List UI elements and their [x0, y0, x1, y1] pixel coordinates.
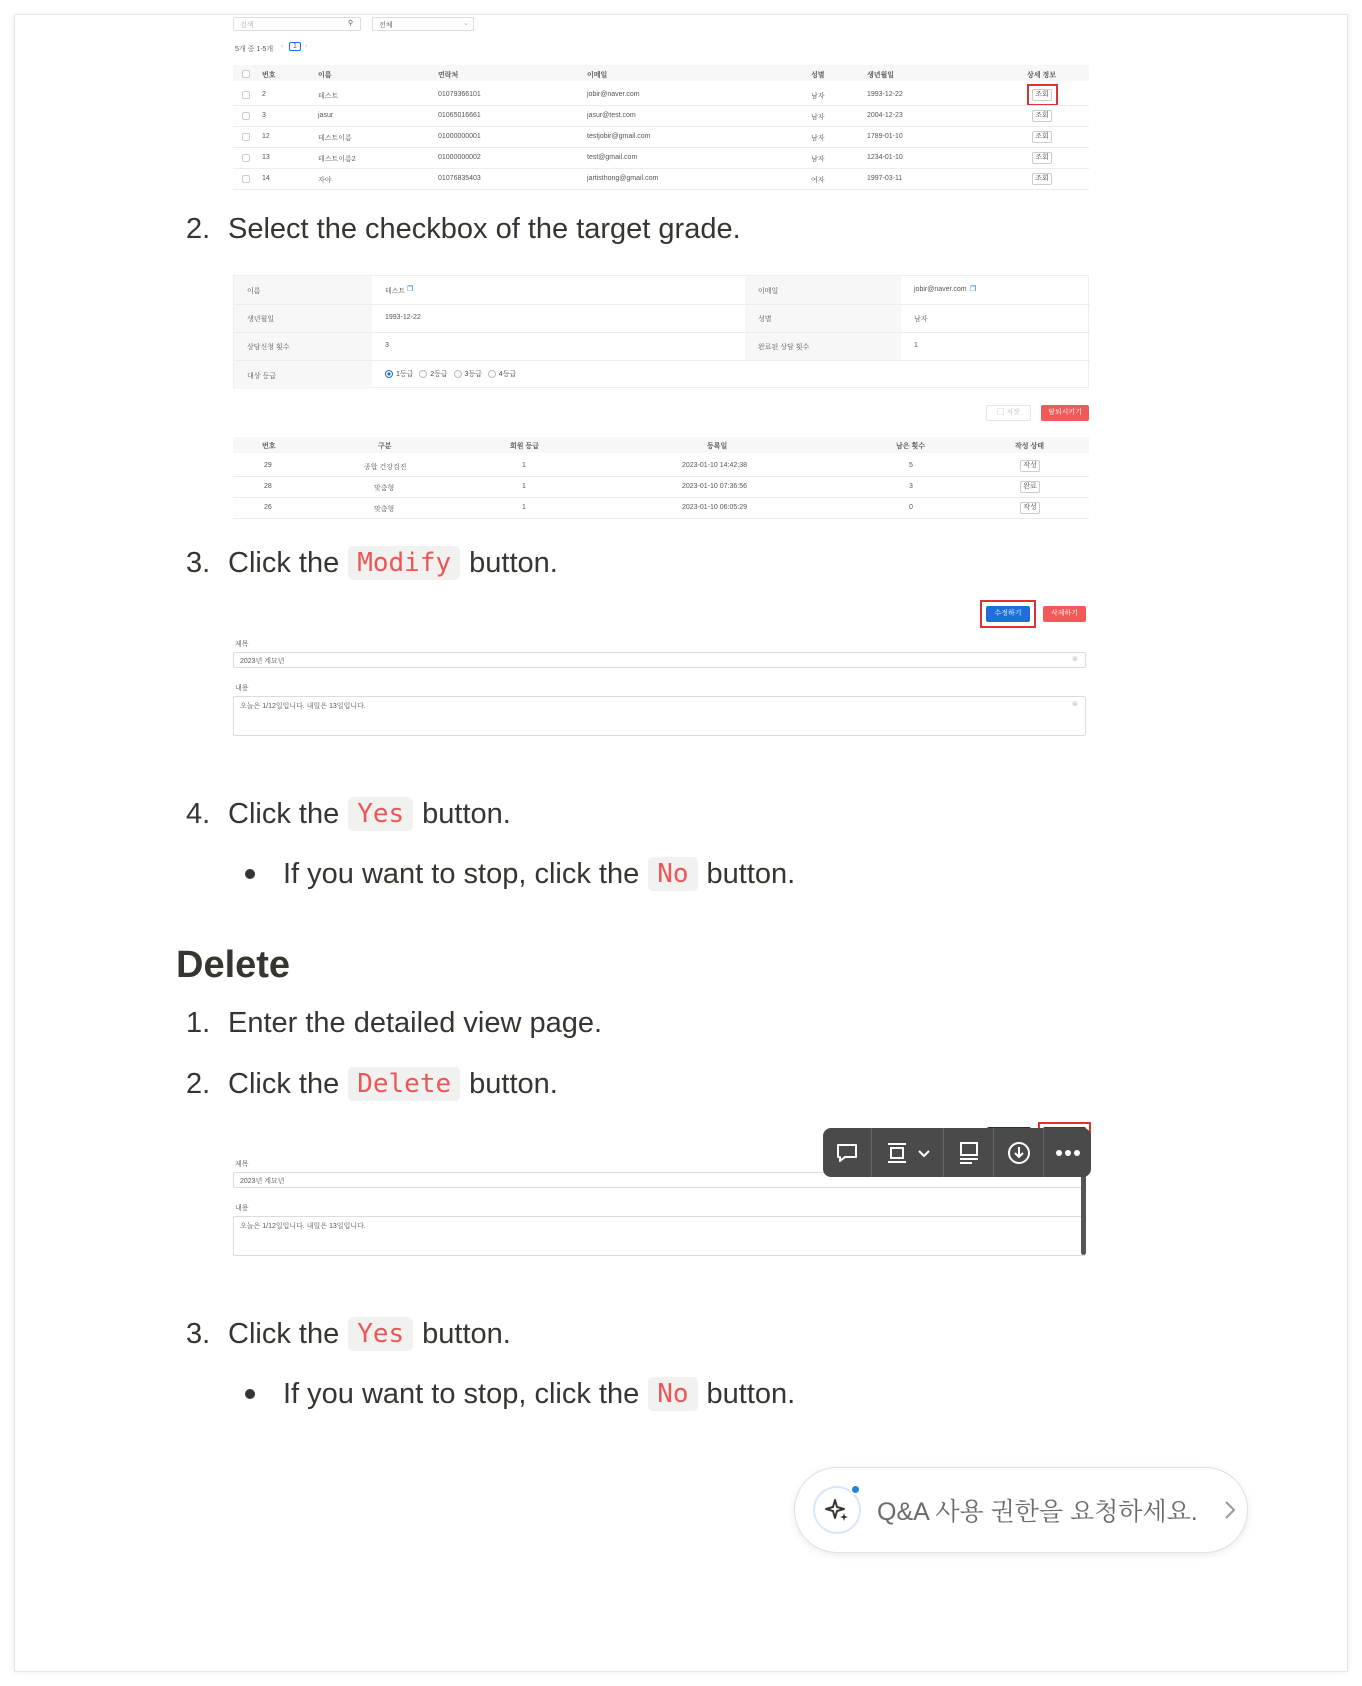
step-4: 4. Click the Yes button.: [186, 797, 511, 830]
chevron-right-icon: [1222, 1498, 1238, 1522]
table-header: [233, 65, 1089, 81]
copy-icon[interactable]: ❐: [407, 286, 414, 293]
sparkle-icon: [813, 1486, 861, 1534]
status-badge[interactable]: 작성: [1020, 502, 1040, 514]
grade-radio-1[interactable]: 1등급: [385, 371, 413, 378]
more-icon: [1054, 1148, 1082, 1158]
document-page: 검색 ⚲ 전체 ⌄ 5개 중 1-5개 ‹ 1 › 번호 이름 연락처 이메일 성별 생년월일 상세 정보 2 테스트 01079366101 jobir@naver.com 남자 1993-12-22 조회 3 jasur 01065016661 jasur@test.com 남자 2004-12-23 조회 12 테스트이름 01000000001 testjobir@gmail.com 남자 1789-01-10 조회 13 테스트이름2 01000000002 test@gmail.com 남자 1234-01-10 조회 14 자야 01076835403 jartisthong@gmail.com 여자 1997-03-11 조회 2. Select the checkbox of the target grade. 이름 테스트 ❐ 이메일 jobir@naver.com ❐ 생년월일 1993-12-22 성별 남자 상담신청 횟수 3 완료된 상담 횟수 1 대상 등급 1등급 2등급 3등급 4등급 ▢ 저장 탈퇴시키기 번호 구분 회원 등급 등록일 남은 횟수 작성 상태 29 종합 건강검진 1 2023-01-10 14:42:38 5 작성 28 맞춤형 1 2023-01-10 07:36:56 3 완료 26 맞춤형 1 2023-01-10 06:05:29 0 작성 3. Click the Modify button. 수정하기 삭제하기 제목 2023년 계묘년 ⊗ 내용 오늘은 1/12일입니다. 내일은 13일입니다. ⊗ 4. Click the Yes button. If you want to stop, click the No button. Delete 1. Enter the detailed view page. 2. Click the Delete button. 제목 2023년 계묘년 내용 오늘은 1/12일입니다. 내일은 13일입니다. 3. Click the Yes button. If you want to stop, click the No button. Q&A 사용 권한을 요청하세요.: [14, 14, 1348, 1672]
history-header: [233, 437, 1089, 453]
view-button[interactable]: 조회: [1032, 173, 1052, 185]
clear-icon[interactable]: ⊗: [1072, 656, 1078, 663]
save-button[interactable]: ▢ 저장: [986, 405, 1031, 421]
row-checkbox[interactable]: [242, 112, 250, 120]
title-field[interactable]: 2023년 계묘년 ⊗: [233, 652, 1086, 668]
step-4-note: If you want to stop, click the No button.: [245, 857, 795, 891]
status-badge[interactable]: 완료: [1020, 481, 1040, 493]
delete-step-2: 2. Click the Delete button.: [186, 1067, 558, 1100]
grade-radio-3[interactable]: 3등급: [454, 371, 482, 378]
prev-page-icon[interactable]: ‹: [281, 43, 284, 50]
grade-radio-2[interactable]: 2등급: [419, 371, 447, 378]
caption-button[interactable]: [944, 1128, 994, 1177]
result-count: 5개 중 1-5개: [235, 46, 274, 53]
scrollbar[interactable]: [1081, 1171, 1086, 1255]
inline-code: Delete: [348, 1067, 460, 1101]
step-3: 3. Click the Modify button.: [186, 546, 558, 579]
member-detail-screenshot: 이름 테스트 ❐ 이메일 jobir@naver.com ❐ 생년월일 1993-12-22 성별 남자 상담신청 횟수 3 완료된 상담 횟수 1 대상 등급 1등급 2등급 3등급 4등급: [233, 275, 1089, 388]
search-input[interactable]: 검색 ⚲: [233, 17, 361, 31]
search-icon: ⚲: [348, 20, 354, 27]
delete-step-3: 3. Click the Yes button.: [186, 1317, 511, 1350]
layout-button[interactable]: [872, 1128, 944, 1177]
view-button[interactable]: 조회: [1032, 131, 1052, 143]
grade-radio-4[interactable]: 4등급: [488, 371, 516, 378]
comment-icon: [834, 1140, 860, 1166]
inline-code: No: [648, 1377, 697, 1411]
row-checkbox[interactable]: [242, 175, 250, 183]
more-button[interactable]: [1044, 1128, 1091, 1177]
inline-code: Modify: [348, 546, 460, 580]
download-button[interactable]: [994, 1128, 1044, 1177]
step-2: 2. Select the checkbox of the target grade.: [186, 213, 741, 245]
caption-icon: [956, 1140, 982, 1166]
frame-icon: [884, 1140, 910, 1166]
filter-select[interactable]: 전체 ⌄: [372, 17, 474, 31]
chevron-down-icon: ⌄: [463, 20, 469, 27]
next-page-icon[interactable]: ›: [305, 43, 308, 50]
inline-code: Yes: [348, 797, 413, 831]
highlight-box: [980, 600, 1036, 628]
image-toolbar: [823, 1128, 1091, 1177]
status-badge[interactable]: 작성: [1020, 460, 1040, 472]
page-number[interactable]: 1: [289, 42, 301, 51]
view-button[interactable]: 조회: [1032, 110, 1052, 122]
content-field[interactable]: 오늘은 1/12일입니다. 내일은 13일입니다.: [233, 1216, 1086, 1256]
grade-radio-group: [385, 369, 516, 379]
delete-button[interactable]: 삭제하기: [1043, 606, 1086, 622]
qa-request-banner[interactable]: [794, 1467, 1248, 1553]
view-button[interactable]: 조회: [1032, 89, 1052, 101]
content-field[interactable]: 오늘은 1/12일입니다. 내일은 13일입니다. ⊗: [233, 696, 1086, 736]
row-checkbox[interactable]: [242, 91, 250, 99]
select-all-checkbox[interactable]: [242, 70, 250, 78]
notification-dot: [850, 1484, 861, 1495]
row-checkbox[interactable]: [242, 133, 250, 141]
inline-code: No: [648, 857, 697, 891]
bullet-icon: [245, 869, 255, 879]
inline-code: Yes: [348, 1317, 413, 1351]
copy-icon[interactable]: ❐: [970, 286, 977, 293]
clear-icon[interactable]: ⊗: [1072, 701, 1078, 708]
comment-button[interactable]: [823, 1128, 872, 1177]
highlight-box: [1027, 84, 1058, 106]
bullet-icon: [245, 1389, 255, 1399]
download-icon: [1006, 1140, 1032, 1166]
title-field[interactable]: 2023년 계묘년: [233, 1172, 1086, 1188]
qa-banner-text: Q&A 사용 권한을 요청하세요.: [877, 1498, 1198, 1526]
row-checkbox[interactable]: [242, 154, 250, 162]
view-button[interactable]: 조회: [1032, 152, 1052, 164]
section-heading: Delete: [176, 944, 291, 986]
delete-step-1: 1. Enter the detailed view page.: [186, 1007, 603, 1039]
chevron-down-icon: [916, 1145, 932, 1161]
delete-step-3-note: If you want to stop, click the No button.: [245, 1377, 795, 1411]
withdraw-button[interactable]: 탈퇴시키기: [1041, 405, 1089, 421]
modify-button[interactable]: 수정하기: [986, 606, 1030, 622]
